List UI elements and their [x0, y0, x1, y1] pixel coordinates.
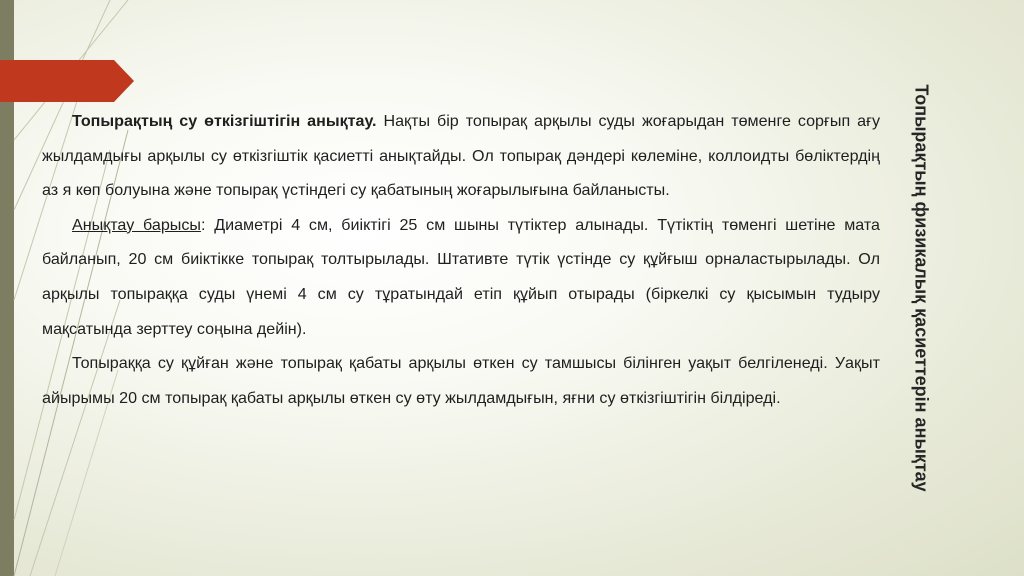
paragraph-2-lead: Анықтау барысы [72, 215, 201, 234]
red-arrow-shape [0, 60, 134, 102]
paragraph-1-body: Нақты бір топырақ арқылы суды жоғарыдан төменге сорғып ағу жылдамдығы арқылы су өткізгіштік қасиетті анықтайды. Ол топырақ дәндері көлеміне, коллоидты бөліктердің аз я көп болуына және топырақ үстіндегі су қабатының жоғарылығына байланысты. [42, 112, 881, 200]
paragraph-2-body: : Диаметрі 4 см, биіктігі 25 см шыны түтіктер алынады. Түтіктің төменгі шетіне мата байланып, 20 см биіктікке топырақ толтырылады. Штативте түтік үстінде су құйғыш орналастырылады. Ол арқылы топыраққа суды үнемі 4 см су тұратындай етіп құйып отырады (біркелкі су қысымын тудыру мақсатында зерттеу соңына дейін). [42, 215, 880, 338]
slide-title-vertical: Топырақтың физикалық қасиеттерін анықтау [911, 84, 932, 492]
paragraph-1 [42, 104, 880, 208]
slide-body [42, 104, 880, 415]
paragraph-3 [42, 346, 880, 415]
paragraph-1-lead: Топырақтың су өткізгіштігін анықтау. [72, 112, 377, 130]
paragraph-2 [42, 208, 880, 346]
paragraph-3-body: Топыраққа су құйған және топырақ қабаты арқылы өткен су тамшысы білінген уақыт белгіленеді. Уақыт айырымы 20 см топырақ қабаты арқылы өткен су өту жылдамдығын, яғни су өткізгіштігін білдіреді. [42, 354, 880, 407]
